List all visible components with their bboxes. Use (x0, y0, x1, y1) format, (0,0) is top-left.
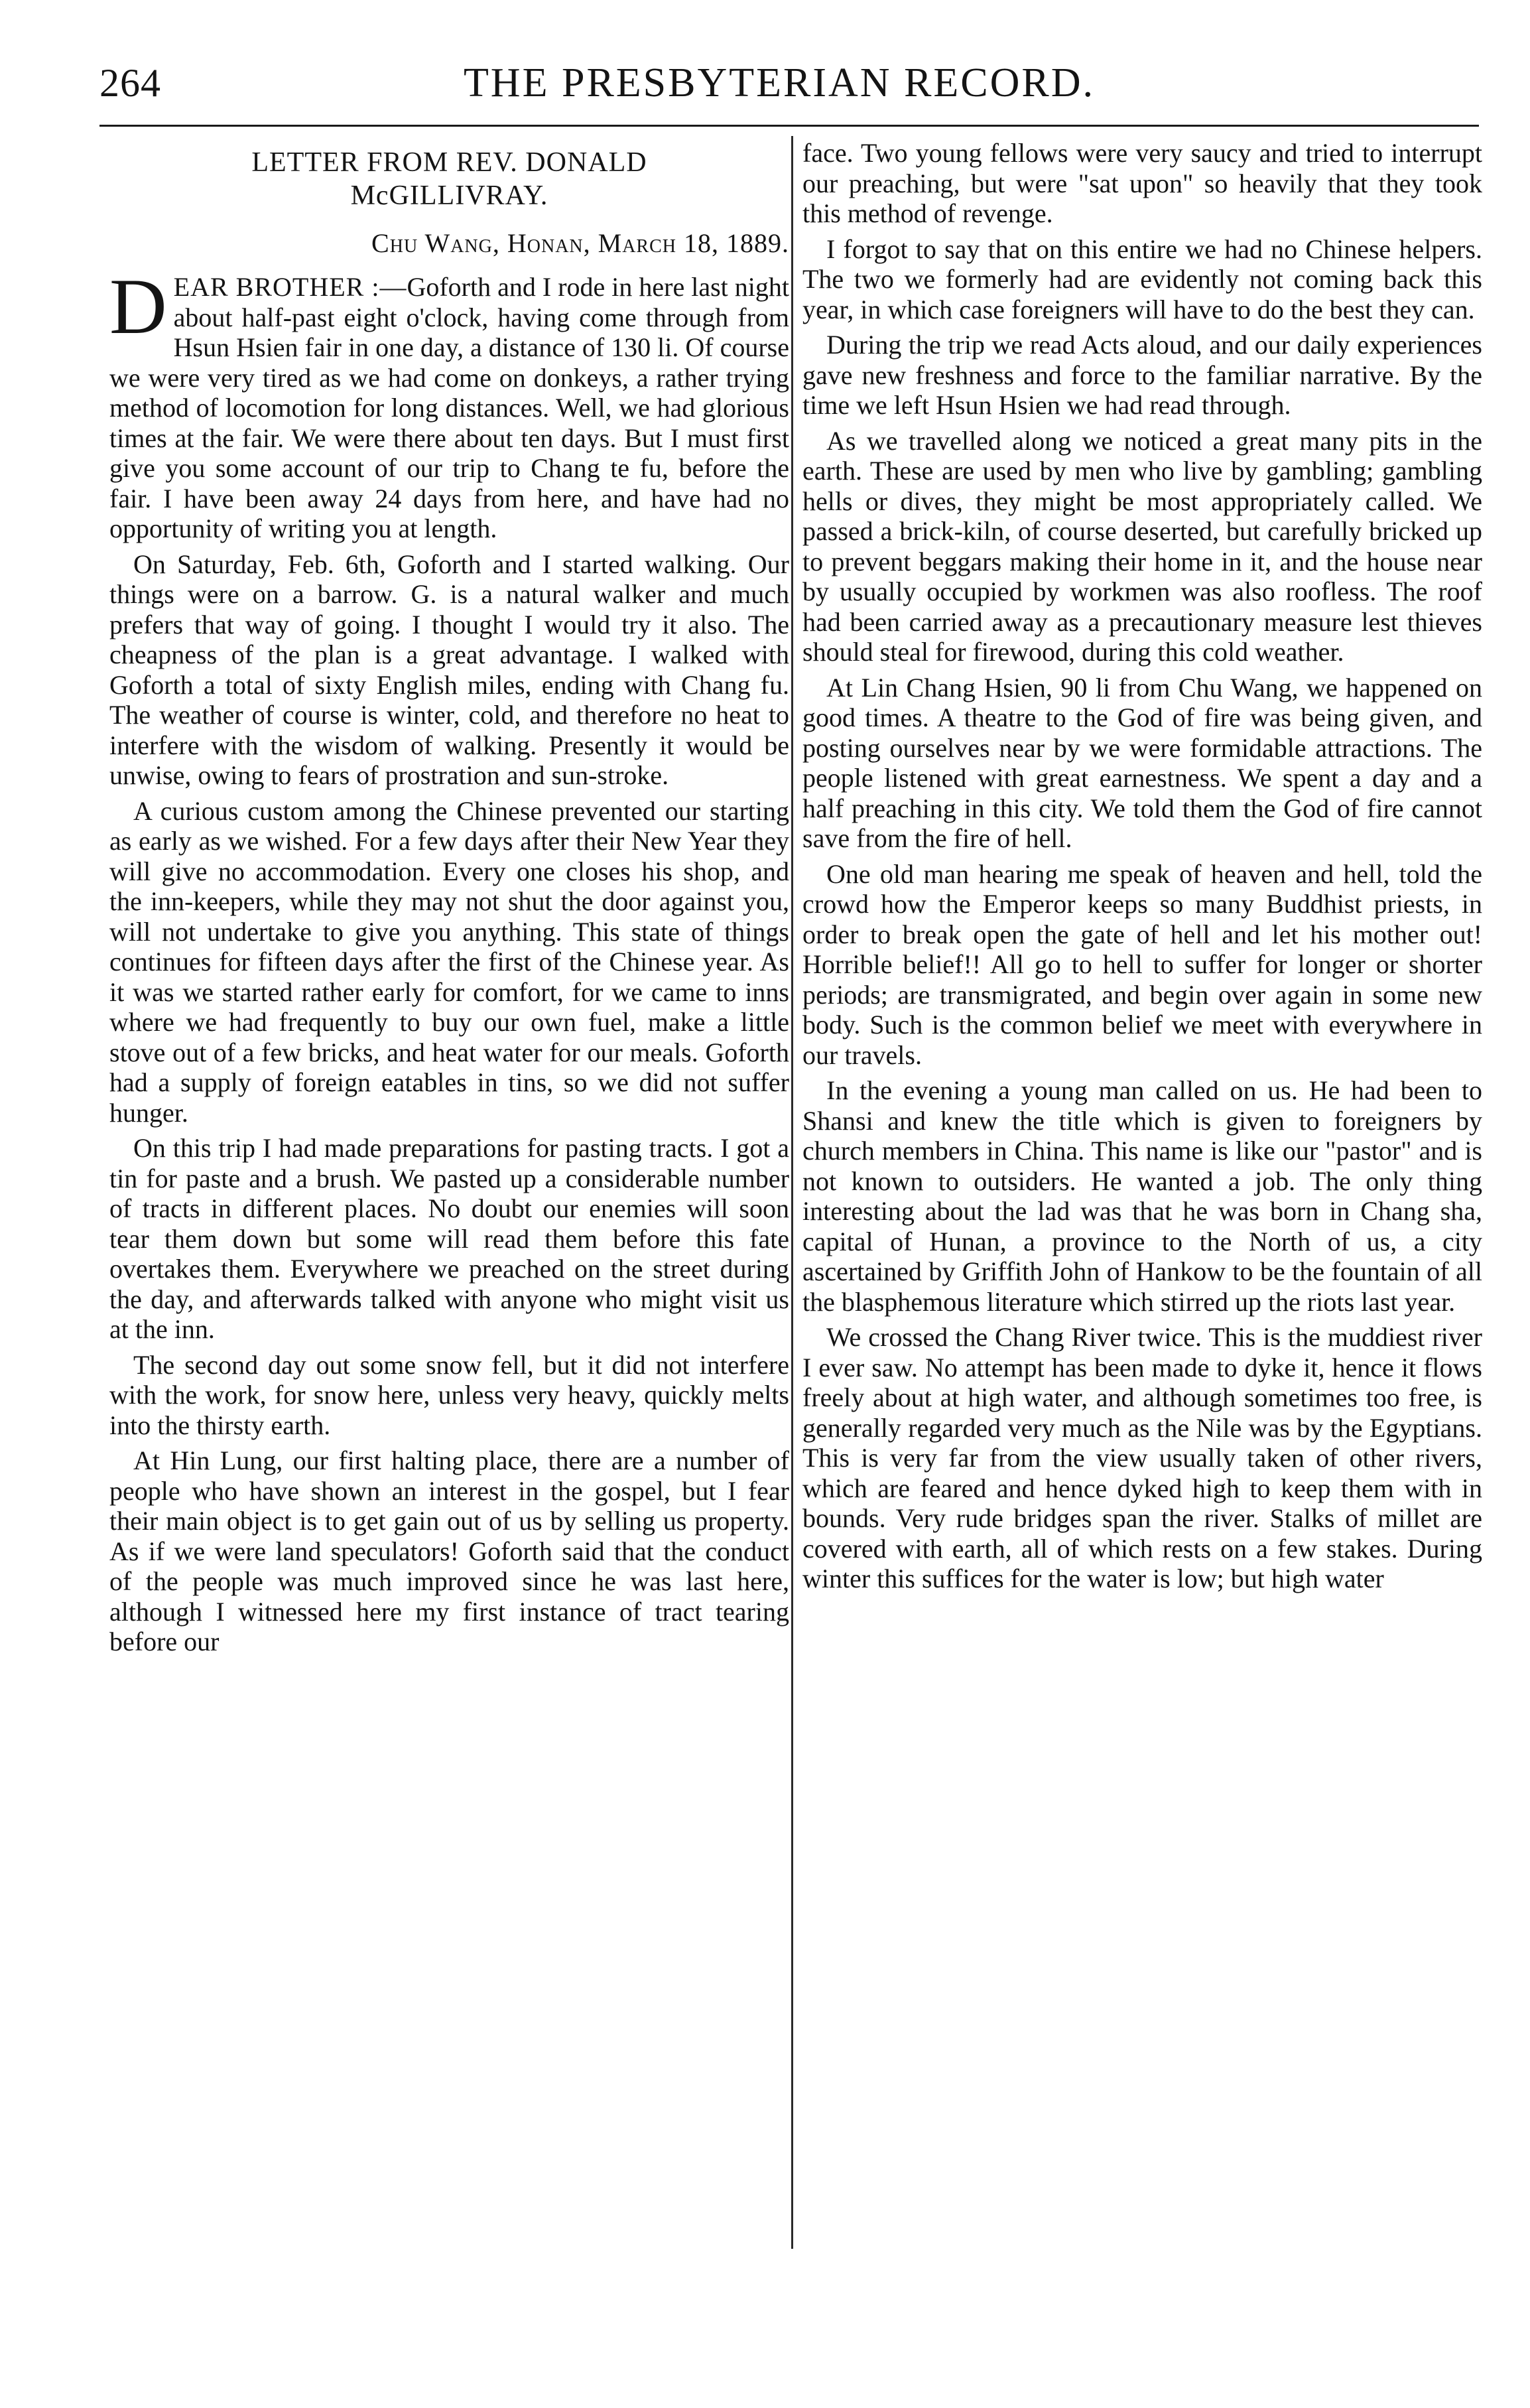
paragraph-6: At Hin Lung, our first halting place, there are a number of people who have shown an interest in the gospel, but I fear their main object is to get gain out of us by selling us property. As if we were land speculators! Goforth said that the conduct of the people was much improved since he was last here, although I witnessed here my first instance of tract tearing before our (109, 1445, 789, 1656)
paragraph-13: We crossed the Chang River twice. This is the muddiest river I ever saw. No attempt has been made to dyke it, hence it flows freely about at high water, and although sometimes too free, is generally regarded very much as the Nile was by the Egyptians. This is very far from the view usually taken of other rivers, which are feared and hence dyked high to keep them with in bounds. Very rude bridges span the river. Stalks of millet are covered with earth, all of which rests on a few stakes. During winter this suffices for the water is low; but high water (802, 1322, 1482, 1593)
paragraph-11: One old man hearing me speak of heaven and hell, told the crowd how the Emperor keeps so many Buddhist priests, in order to break open the gate of hell and let his mother out! Horrible belief!! All go to hell to suffer for longer or shorter periods; are transmigrated, and begin over again in some new body. Such is the common belief we meet with everywhere in our travels. (802, 858, 1482, 1070)
paragraph-2: On Saturday, Feb. 6th, Goforth and I started walking. Our things were on a barrow. G. is a natural walker and much prefers that way of going. I thought I would try it also. The cheapness of the plan is a great advantage. I walked with Goforth a total of sixty English miles, ending with Chang fu. The weather of course is winter, cold, and therefore no heat to interfere with the wisdom of walking. Presently it would be unwise, owing to fears of prostration and sun-stroke. (109, 549, 789, 790)
salutation: EAR BROTHER :— (173, 272, 407, 302)
article-title-line-2: McGILLIVRAY. (350, 180, 548, 211)
paragraph-7: I forgot to say that on this entire we had no Chinese helpers. The two we formerly had are evidently not coming back this year, in which case foreigners will have to do the best they can. (802, 234, 1482, 324)
paragraph-9: As we travelled along we noticed a great many pits in the earth. These are used by men who live by gambling; gambling hells or dives, they might be most appropriately called. We passed a brick-kiln, of course deserted, but carefully bricked up to prevent beggars making their home in it, and the house near by usually occupied by workmen was also roofless. The roof had been carried away as a precautionary measure lest thieves should steal for firewood, during this cold weather. (802, 425, 1482, 667)
paragraph-1 (109, 262, 789, 544)
article-title (109, 146, 789, 212)
paragraph-10: At Lin Chang Hsien, 90 li from Chu Wang, we happened on good times. A theatre to the God of fire was being given, and posting ourselves near by we were formidable attractions. The people listened with great earnestness. We spent a day and a half preaching in this city. We told them the God of fire cannot save from the fire of hell. (802, 672, 1482, 853)
running-header (99, 46, 1459, 119)
right-column (802, 138, 1482, 1599)
left-column (109, 138, 789, 1662)
drop-cap-initial: D (109, 262, 167, 350)
paragraph-12: In the evening a young man called on us. He had been to Shansi and knew the title which is given to foreigners by church members in China. This name is like our "pastor" and is not known to outsiders. He wanted a job. The only thing interesting about the lad was that he was born in Chang sha, capital of Hunan, a province to the North of us, a city ascertained by Griffith John of Hankow to be the fountain of all the blasphemous literature which stirred up the riots last year. (802, 1075, 1482, 1317)
paragraph-3: A curious custom among the Chinese prevented our starting as early as we wished. For a few days after their New Year they will give no accommodation. Every one closes his shop, and the inn-keepers, while they may not shut the door against you, will not undertake to give you anything. This state of things continues for fifteen days after the first of the Chinese year. As it was we started rather early for comfort, for we came to inns where we had frequently to buy our own fuel, make a little stove out of a few bricks, and heat water for our meals. Goforth had a supply of foreign eatables in tins, so we did not suffer hunger. (109, 795, 789, 1128)
paragraph-8: During the trip we read Acts aloud, and our daily experiences gave new freshness and force to the familiar narrative. By the time we left Hsun Hsien we had read through. (802, 330, 1482, 420)
header-rule (99, 125, 1479, 127)
paragraph-1-text: Goforth and I rode in here last night about half-past eight o'clock, having come through from Hsun Hsien fair in one day, a distance of 130 li. Of course we were very tired as we had come on donkeys, a rather trying method of locomotion for long distances. Well, we had glorious times at the fair. We were there about ten days. But I must first give you some account of our trip to Chang te fu, before the fair. I have been away 24 days from here, and have had no opportunity of writing you at length. (109, 272, 789, 543)
article-title-line-1: LETTER FROM REV. DONALD (251, 147, 647, 178)
paragraph-5: The second day out some snow fell, but it did not interfere with the work, for snow here, unless very heavy, quickly melts into the thirsty earth. (109, 1349, 789, 1440)
dateline: Chu Wang, Honan, March 18, 1889. (371, 228, 789, 258)
publication-title: THE PRESBYTERIAN RECORD. (463, 60, 1096, 105)
paragraph-4: On this trip I had made preparations for pasting tracts. I got a tin for paste and a brush. We pasted up a considerable number of tracts in different places. No doubt our enemies will soon tear them down but some will read them before this fate overtakes them. Everywhere we preached on the street during the day, and afterwards talked with anyone who might visit us at the inn. (109, 1133, 789, 1344)
page-number: 264 (99, 61, 161, 105)
column-divider (791, 136, 793, 2249)
paragraph-6-continued: face. Two young fellows were very saucy and tried to interrupt our preaching, but were "sat upon" so heavily that they took this method of revenge. (802, 138, 1482, 228)
